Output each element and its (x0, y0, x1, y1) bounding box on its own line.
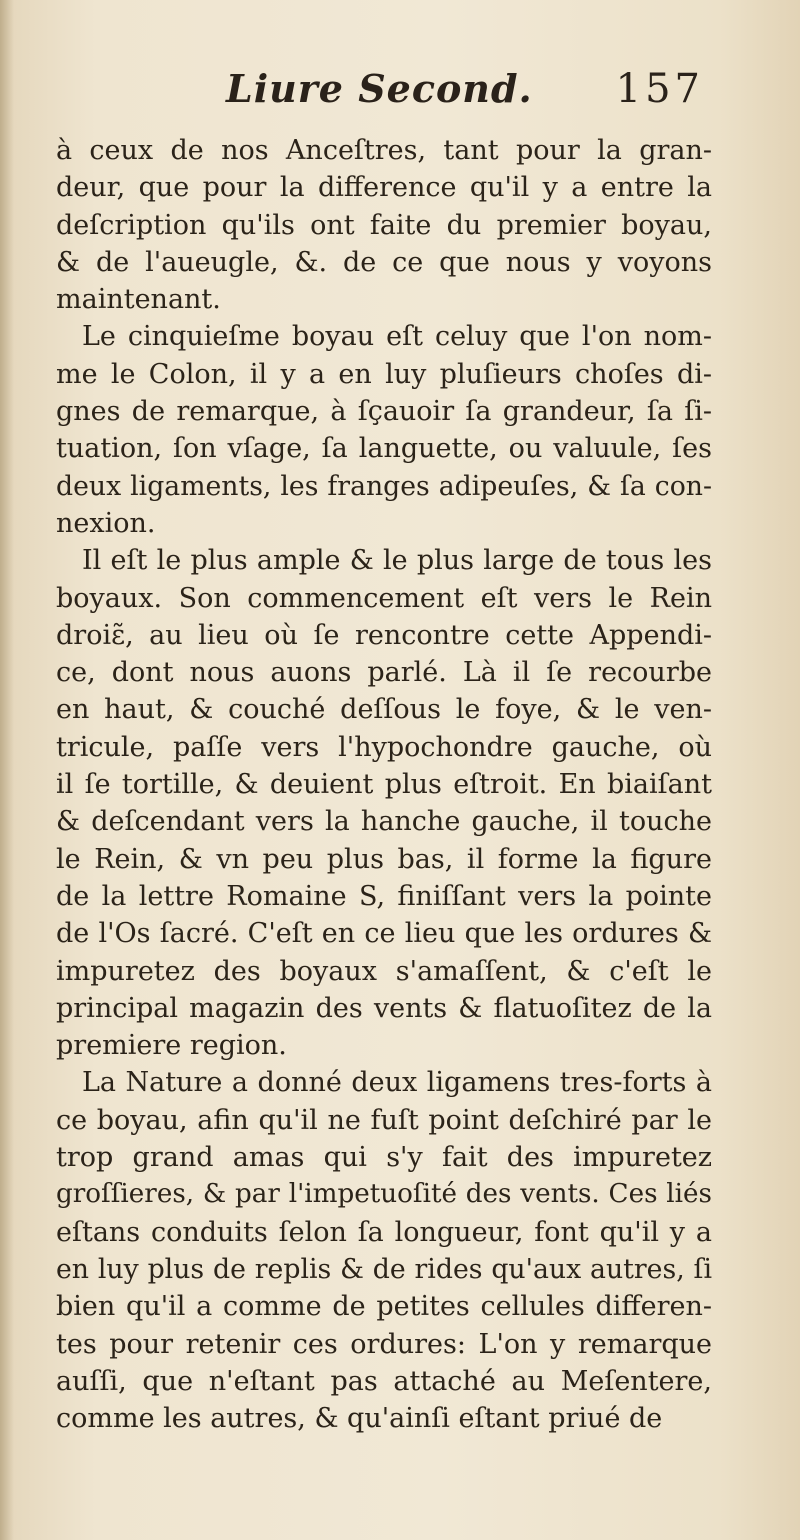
text-line: bien qu'il a comme de petites cellules differen- (56, 1291, 712, 1323)
paragraph (56, 132, 712, 318)
text-line: il ſe tortille, & deuient plus eſtroit. En biaiſant (56, 769, 712, 801)
text-line: trop grand amas qui s'y fait des impuretez (56, 1142, 712, 1174)
text-line: droiɛ̃, au lieu où ſe rencontre cette Appendi- (56, 619, 712, 651)
text-line: & deſcendant vers la hanche gauche, il touche (56, 806, 712, 838)
paragraph (56, 542, 712, 1064)
text-line: impuretez des boyaux s'amaſſent, & c'eſt le (56, 955, 712, 987)
text-line: ce, dont nous auons parlé. Là il ſe recourbe (56, 657, 712, 689)
text-line: auſſi, que n'eſtant pas attaché au Meſentere, (56, 1365, 712, 1397)
text-line: boyaux. Son commencement eſt vers le Rein (56, 582, 712, 614)
text-line: le Rein, & vn peu plus bas, il forme la figure (56, 843, 712, 875)
text-line: deſcription qu'ils ont faite du premier boyau, (56, 209, 712, 241)
text-line: deux ligaments, les franges adipeuſes, & ſa con- (56, 470, 712, 502)
text-line: & de l'aueugle, &. de ce que nous y voyons (56, 246, 712, 278)
text-line: principal magazin des vents & flatuoſitez de la (56, 992, 712, 1024)
text-line: premiere region. (56, 1030, 287, 1062)
paragraph (56, 318, 712, 542)
text-line: La Nature a donné deux ligamens tres-forts à (82, 1067, 712, 1099)
text-line: ce boyau, afin qu'il ne fuſt point deſchiré par le (56, 1104, 712, 1136)
text-line: à ceux de nos Anceſtres, tant pour la gran- (56, 135, 712, 166)
text-line: en haut, & couché deſſous le foye, & le ven- (56, 694, 712, 726)
page-number: 157 (615, 66, 704, 112)
text-line: de l'Os ſacré. C'eſt en ce lieu que les ordures & (56, 918, 712, 950)
text-line: tes pour retenir ces ordures: L'on y remarque (56, 1328, 712, 1360)
text-line: de la lettre Romaine S, finiſſant vers la pointe (56, 880, 712, 912)
text-line: gnes de remarque, à ſçauoir ſa grandeur, ſa ſi- (56, 396, 712, 428)
text-line: groſſieres, & par l'impetuoſité des vents. Ces liés (56, 1179, 712, 1210)
text-line: me le Colon, il y a en luy pluſieurs choſes di- (56, 358, 712, 390)
page-gutter-shadow (0, 0, 14, 1540)
text-line: tricule, paſſe vers l'hypochondre gauche, où (56, 731, 712, 763)
text-line: deur, que pour la difference qu'il y a entre la (56, 172, 712, 204)
text-line: eſtans conduits ſelon ſa longueur, font qu'il y a (56, 1216, 712, 1248)
page-header (0, 66, 800, 126)
running-title: Liure Second. (226, 66, 533, 111)
paragraph (56, 1064, 712, 1437)
text-line: nexion. (56, 507, 156, 539)
text-line: comme les autres, & qu'ainſi eſtant priué de (56, 1403, 663, 1435)
text-line: Il eſt le plus ample & le plus large de tous les (82, 545, 712, 577)
text-line: Le cinquieſme boyau eſt celuy que l'on nom- (82, 321, 712, 353)
text-body (56, 132, 712, 1437)
text-line: en luy plus de replis & de rides qu'aux autres, ſi (56, 1253, 712, 1285)
text-line: maintenant. (56, 284, 221, 316)
text-line: tuation, ſon vſage, ſa languette, ou valuule, ſes (56, 433, 712, 465)
